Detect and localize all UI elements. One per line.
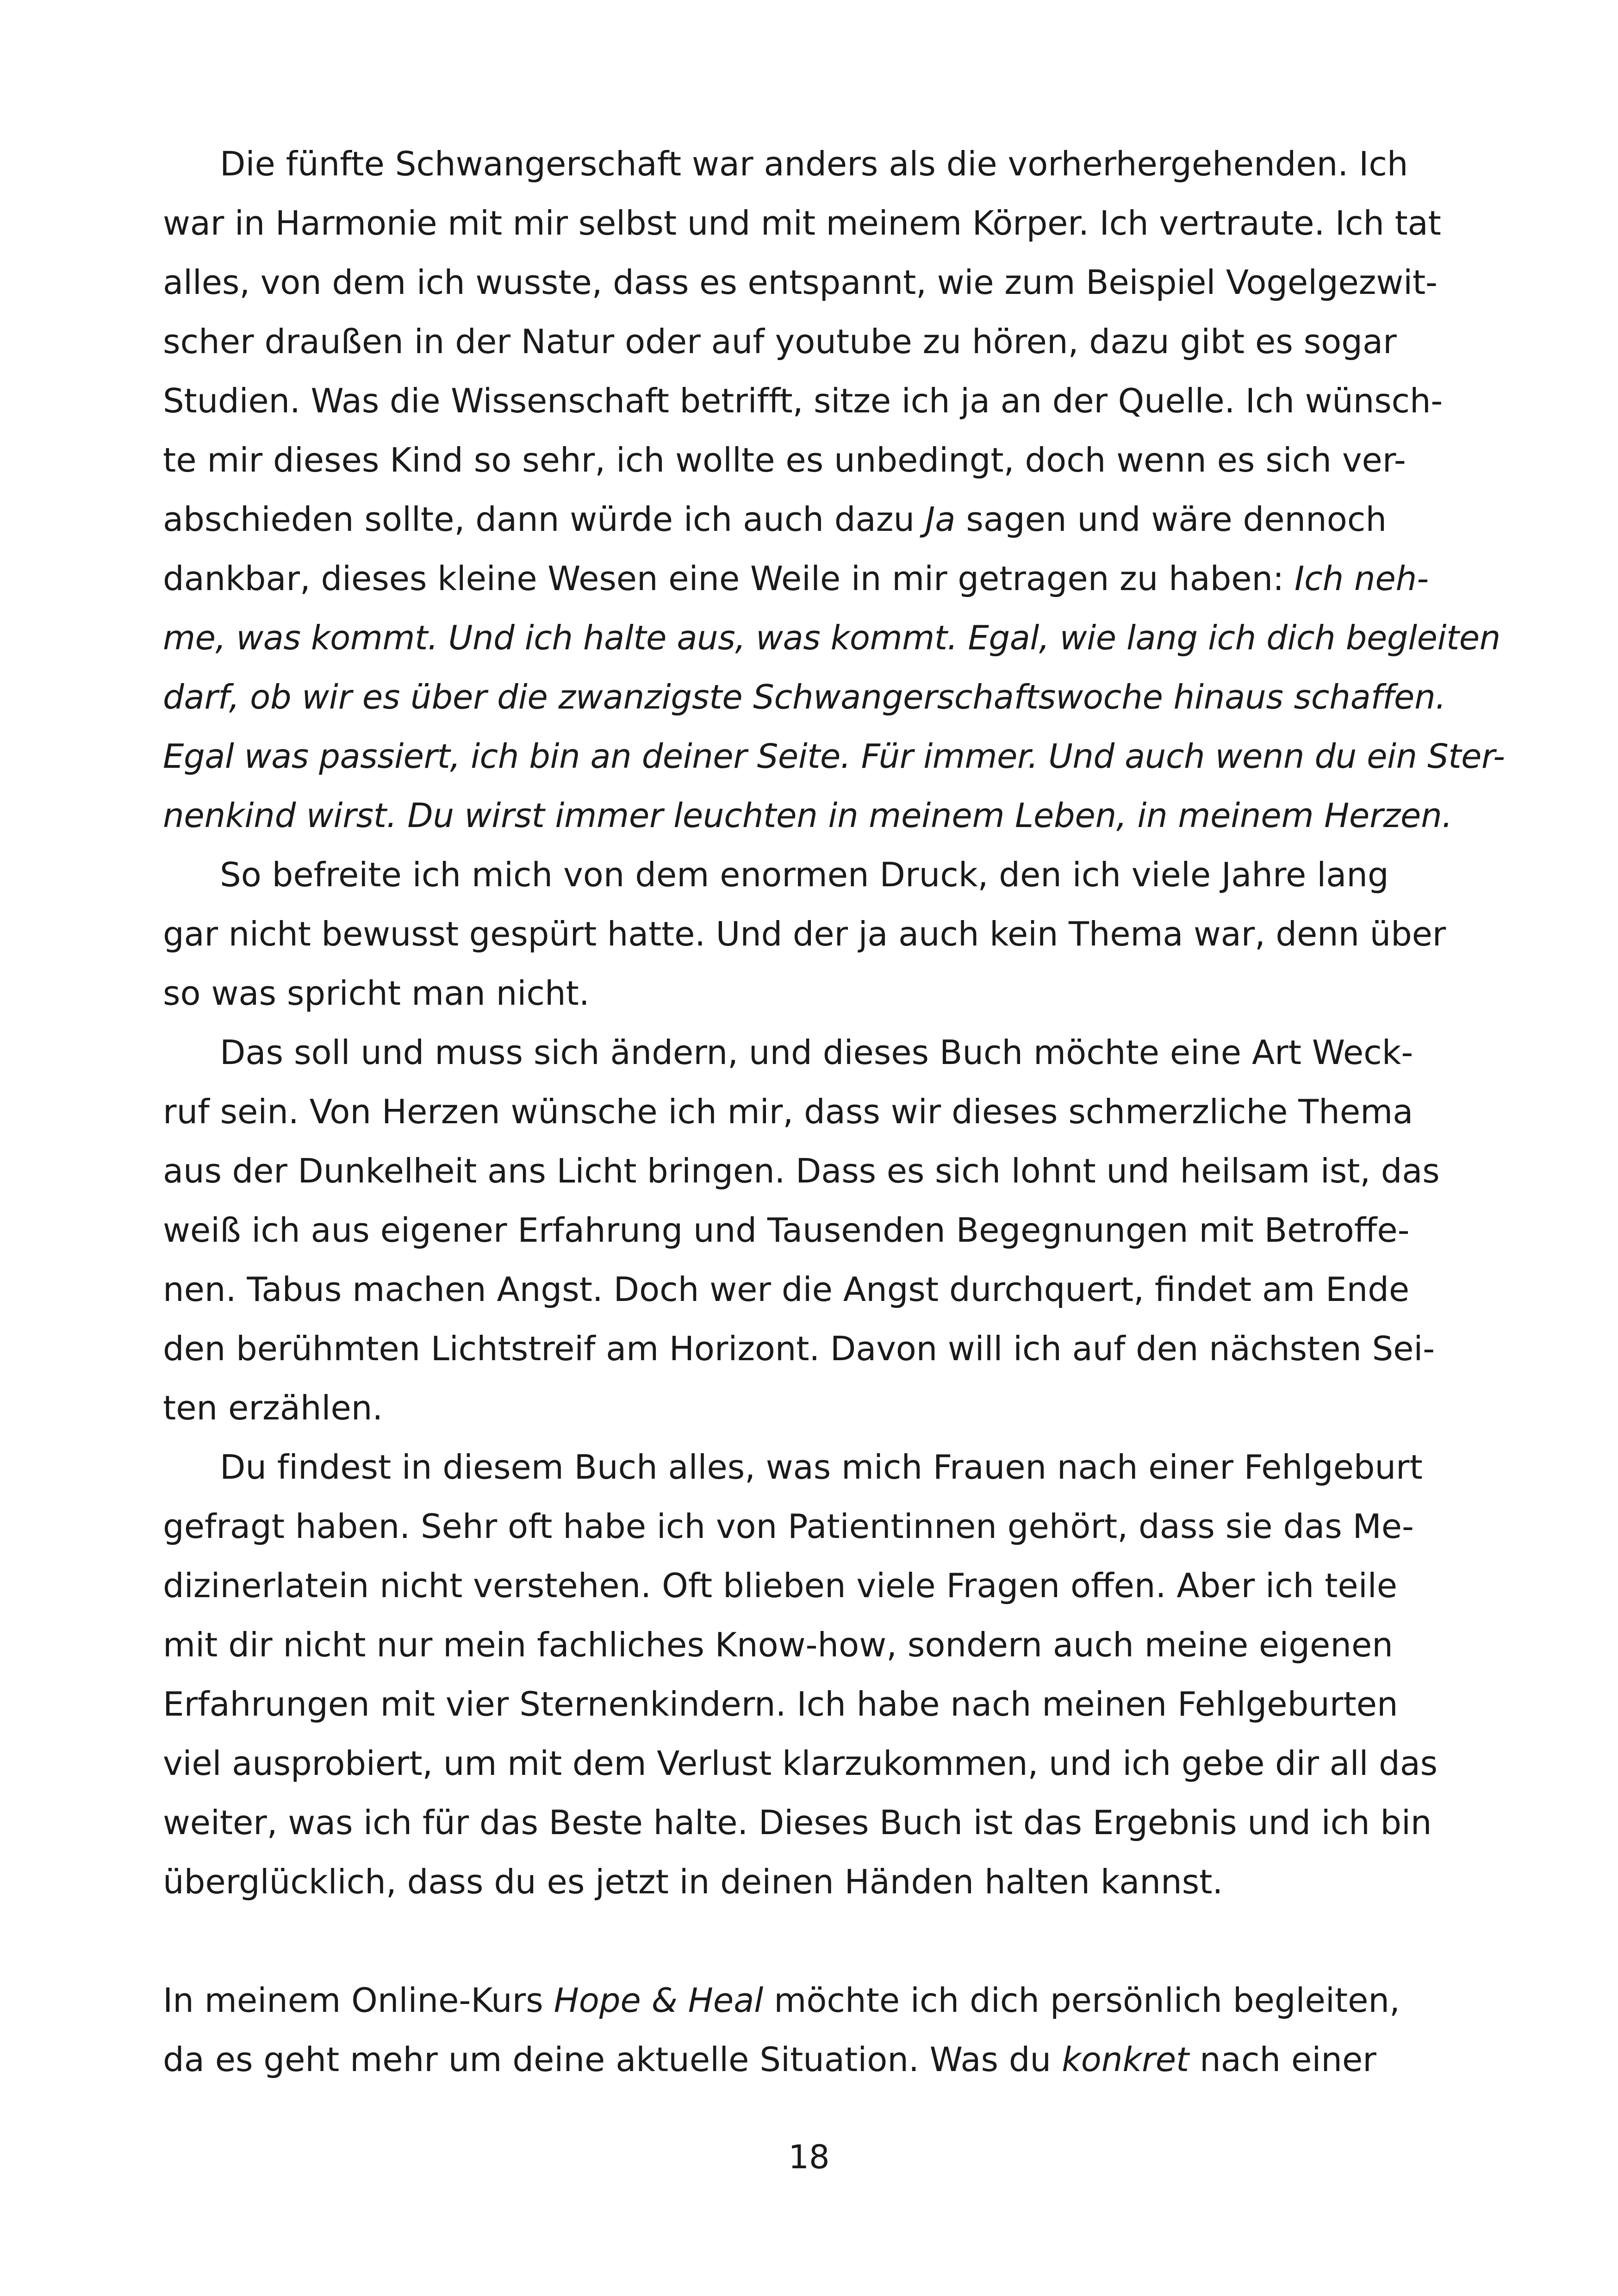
paragraph: [163, 1971, 1413, 2089]
text-run: mit dir nicht nur mein fachliches Know-how, sondern auch meine eigenen: [163, 1625, 1393, 1664]
text-line: [163, 1615, 1413, 1674]
italic-text: konkret: [1062, 2040, 1189, 2079]
text-line: [163, 1674, 1413, 1734]
text-line: [163, 904, 1446, 964]
text-line: [163, 964, 1413, 1023]
text-run: scher draußen in der Natur oder auf youtube zu hören, dazu gibt es sogar: [163, 322, 1397, 361]
text-run: dankbar, dieses kleine Wesen eine Weile in mir getragen zu haben:: [163, 559, 1294, 598]
text-line: [163, 490, 1413, 549]
text-run: aus der Dunkelheit ans Licht bringen. Dass es sich lohnt und heilsam ist, das: [163, 1151, 1440, 1190]
text-run: abschieden sollte, dann würde ich auch dazu: [163, 500, 926, 539]
text-run: den berühmten Lichtstreif am Horizont. Davon will ich auf den nächsten Sei-: [163, 1329, 1435, 1368]
italic-text: Ich neh-: [1294, 559, 1429, 598]
text-line: [163, 134, 1413, 193]
paragraph: [163, 134, 1505, 845]
text-run: So befreite ich mich von dem enormen Druck, den ich viele Jahre lang: [220, 855, 1389, 894]
text-run: war in Harmonie mit mir selbst und mit meinem Körper. Ich vertraute. Ich tat: [163, 204, 1441, 243]
text-line: [163, 193, 1441, 253]
paragraph: [163, 1023, 1440, 1437]
text-run: nach einer: [1189, 2040, 1376, 2079]
text-run: so was spricht man nicht.: [163, 974, 590, 1013]
text-run: gefragt haben. Sehr oft habe ich von Patientinnen gehört, dass sie das Me-: [163, 1507, 1414, 1546]
text-line: [163, 371, 1443, 430]
text-run: In meinem Online-Kurs: [163, 1981, 554, 2020]
text-run: ten erzählen.: [163, 1388, 383, 1427]
text-run: da es geht mehr um deine aktuelle Situation. Was du: [163, 2040, 1062, 2079]
body-text: [163, 134, 1505, 2089]
text-line: [163, 1793, 1432, 1852]
text-line: [163, 727, 1505, 786]
text-line: [163, 1971, 1413, 2030]
text-line: [163, 2030, 1413, 2089]
text-line: [163, 549, 1429, 608]
text-run: sagen und wäre dennoch: [955, 500, 1387, 539]
text-line: [163, 1852, 1413, 1911]
text-line: [163, 1201, 1413, 1260]
text-line: [163, 1082, 1413, 1141]
text-line: [163, 1378, 1413, 1437]
paragraph: [163, 1437, 1438, 1911]
text-line: [163, 253, 1438, 312]
italic-text: Ja: [925, 500, 956, 539]
text-run: ruf sein. Von Herzen wünsche ich mir, dass wir dieses schmerzliche Thema: [163, 1092, 1413, 1131]
text-line: [163, 1734, 1438, 1793]
italic-text: nenkind wirst. Du wirst immer leuchten in meinem Leben, in meinem Herzen.: [163, 796, 1453, 835]
text-run: weiter, was ich für das Beste halte. Dieses Buch ist das Ergebnis und ich bin: [163, 1803, 1432, 1842]
italic-text: darf, ob wir es über die zwanzigste Schwangerschaftswoche hinaus schaffen.: [163, 678, 1446, 716]
italic-text: Hope & Heal: [554, 1981, 764, 2020]
italic-text: me, was kommt. Und ich halte aus, was kommt. Egal, wie lang ich dich begleiten: [163, 618, 1500, 657]
text-line: [163, 1023, 1413, 1082]
text-line: [163, 1556, 1413, 1615]
text-line: [163, 1437, 1423, 1497]
text-line: [163, 786, 1453, 845]
text-line: [163, 1141, 1440, 1201]
italic-text: Egal was passiert, ich bin an deiner Seite. Für immer. Und auch wenn du ein Ster-: [163, 737, 1505, 776]
text-run: möchte ich dich persönlich begleiten,: [763, 1981, 1400, 2020]
text-run: nen. Tabus machen Angst. Doch wer die Angst durchquert, findet am Ende: [163, 1270, 1410, 1309]
text-run: alles, von dem ich wusste, dass es entspannt, wie zum Beispiel Vogelgezwit-: [163, 263, 1438, 302]
text-line: [163, 1497, 1413, 1556]
text-run: überglücklich, dass du es jetzt in deinen Händen halten kannst.: [163, 1862, 1223, 1901]
paragraph-gap: [163, 1911, 1413, 1971]
text-line: [163, 312, 1413, 371]
text-run: viel ausprobiert, um mit dem Verlust klarzukommen, und ich gebe dir all das: [163, 1744, 1438, 1783]
text-run: dizinerlatein nicht verstehen. Oft blieben viele Fragen offen. Aber ich teile: [163, 1566, 1398, 1605]
text-run: Die fünfte Schwangerschaft war anders als die vorherhergehenden. Ich: [220, 144, 1408, 183]
text-run: te mir dieses Kind so sehr, ich wollte es unbedingt, doch wenn es sich ver-: [163, 441, 1406, 479]
text-line: [163, 1260, 1413, 1319]
text-line: [163, 430, 1413, 490]
text-run: Das soll und muss sich ändern, und dieses Buch möchte eine Art Weck-: [220, 1033, 1413, 1072]
text-run: Erfahrungen mit vier Sternenkindern. Ich habe nach meinen Fehlgeburten: [163, 1685, 1398, 1724]
text-run: weiß ich aus eigener Erfahrung und Tausenden Begegnungen mit Betroffe-: [163, 1211, 1410, 1250]
page-number: 18: [788, 2138, 830, 2176]
text-line: [163, 1319, 1435, 1378]
text-line: [163, 667, 1446, 727]
text-run: Du findest in diesem Buch alles, was mich Frauen nach einer Fehlgeburt: [220, 1448, 1423, 1487]
text-run: Studien. Was die Wissenschaft betrifft, sitze ich ja an der Quelle. Ich wünsch-: [163, 381, 1443, 420]
paragraph: [163, 845, 1446, 1023]
text-line: [163, 608, 1500, 667]
text-line: [163, 845, 1413, 904]
text-run: gar nicht bewusst gespürt hatte. Und der ja auch kein Thema war, denn über: [163, 915, 1446, 953]
